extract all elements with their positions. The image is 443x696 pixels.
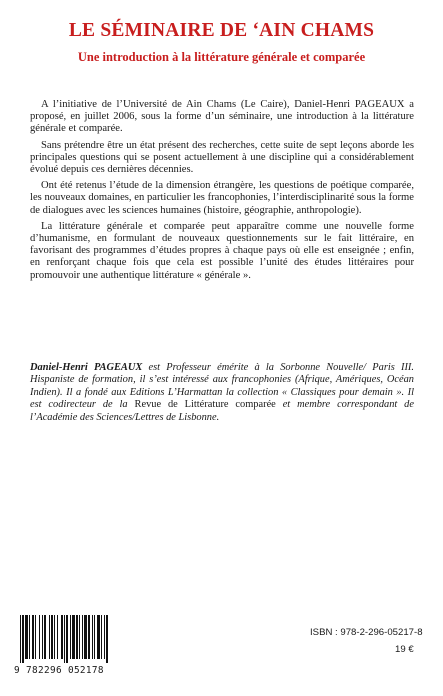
barcode-bar (101, 615, 102, 659)
barcode-bar (49, 615, 50, 659)
barcode (14, 613, 142, 663)
barcode-bar (42, 615, 43, 659)
barcode-bar (25, 615, 28, 659)
barcode-bar (57, 615, 58, 659)
blurb-paragraph: La littérature générale et comparée peut apparaître comme une nouvelle forme d’humanisme, en formulant de nouveaux questionnements sur le fait littéraire, en favorisant des programmes d’études propres à chaque pays où elle est enseignée ; enfin, en renforçant chaque fois que cela est possible l’unité des études littéraires pour promouvoir une authentique littérature « générale ». (30, 220, 414, 281)
barcode-bar (39, 615, 40, 659)
barcode-bar (92, 615, 93, 659)
barcode-number: 9 782296 052178 (14, 665, 104, 676)
barcode-bar (79, 615, 80, 659)
barcode-bar (104, 615, 105, 659)
barcode-bar (22, 615, 24, 663)
book-subtitle: Une introduction à la littérature générale et comparée (77, 50, 366, 64)
price: 19 € (395, 644, 414, 655)
book-title: LE SÉMINAIRE DE ‘AIN CHAMS (68, 20, 375, 41)
journal-title: Revue de Littérature comparée (134, 399, 276, 411)
author-bio-part-2: et membre correspondant de l’Académie des Sciences/Lettres de Lisbonne. (30, 399, 414, 423)
barcode-bar (76, 615, 78, 659)
barcode-bar (32, 615, 34, 659)
barcode-bar (84, 615, 87, 659)
barcode-bar (44, 615, 46, 659)
isbn: ISBN : 978-2-296-05217-8 (310, 627, 423, 638)
barcode-bar (61, 615, 63, 659)
barcode-bar (66, 615, 68, 663)
barcode-bar (106, 615, 108, 663)
barcode-bar (82, 615, 83, 659)
blurb (30, 99, 414, 286)
barcode-bar (64, 615, 65, 663)
author-bio-part-1: est Professeur émérite à la Sorbonne Nouvelle/ Paris III. Hispaniste de formation, il s’est intéressé aux francophonies (Afrique, Amériques, Océan Indien). Il a fondé aux Editions L’Harmattan la collection « Classiques pour demain ». Il est codirecteur de la (30, 362, 414, 411)
author-bio (30, 362, 414, 424)
author-name: Daniel-Henri PAGEAUX (30, 362, 143, 373)
barcode-bar (88, 615, 90, 659)
barcode-bar (97, 615, 100, 659)
barcode-bar (70, 615, 71, 659)
barcode-bar (29, 615, 30, 659)
author-bio-text (30, 362, 414, 424)
barcode-bar (72, 615, 75, 659)
barcode-bar (35, 615, 36, 659)
blurb-paragraph: A l’initiative de l’Université de Ain Chams (Le Caire), Daniel-Henri PAGEAUX a proposé, en juillet 2006, sous la forme d’un séminaire, une introduction à la littérature générale et comparée. (30, 99, 414, 135)
barcode-bar (51, 615, 53, 659)
blurb-paragraph: Ont été retenus l’étude de la dimension étrangère, les questions de poétique comparée, les nouveaux domaines, en particulier les francophonies, l’interdisciplinarité sous la forme de dialogues avec les sciences humaines (histoire, géographie, anthropologie). (30, 180, 414, 216)
barcode-bar (54, 615, 55, 659)
blurb-paragraph: Sans prétendre être un état présent des recherches, cette suite de sept leçons aborde les principales questions qui se posent actuellement à une discipline qui a considérablement évolué depuis ces dernières décennies. (30, 139, 414, 176)
barcode-bars (14, 613, 142, 663)
barcode-bar (20, 615, 21, 663)
barcode-bar (94, 615, 95, 659)
